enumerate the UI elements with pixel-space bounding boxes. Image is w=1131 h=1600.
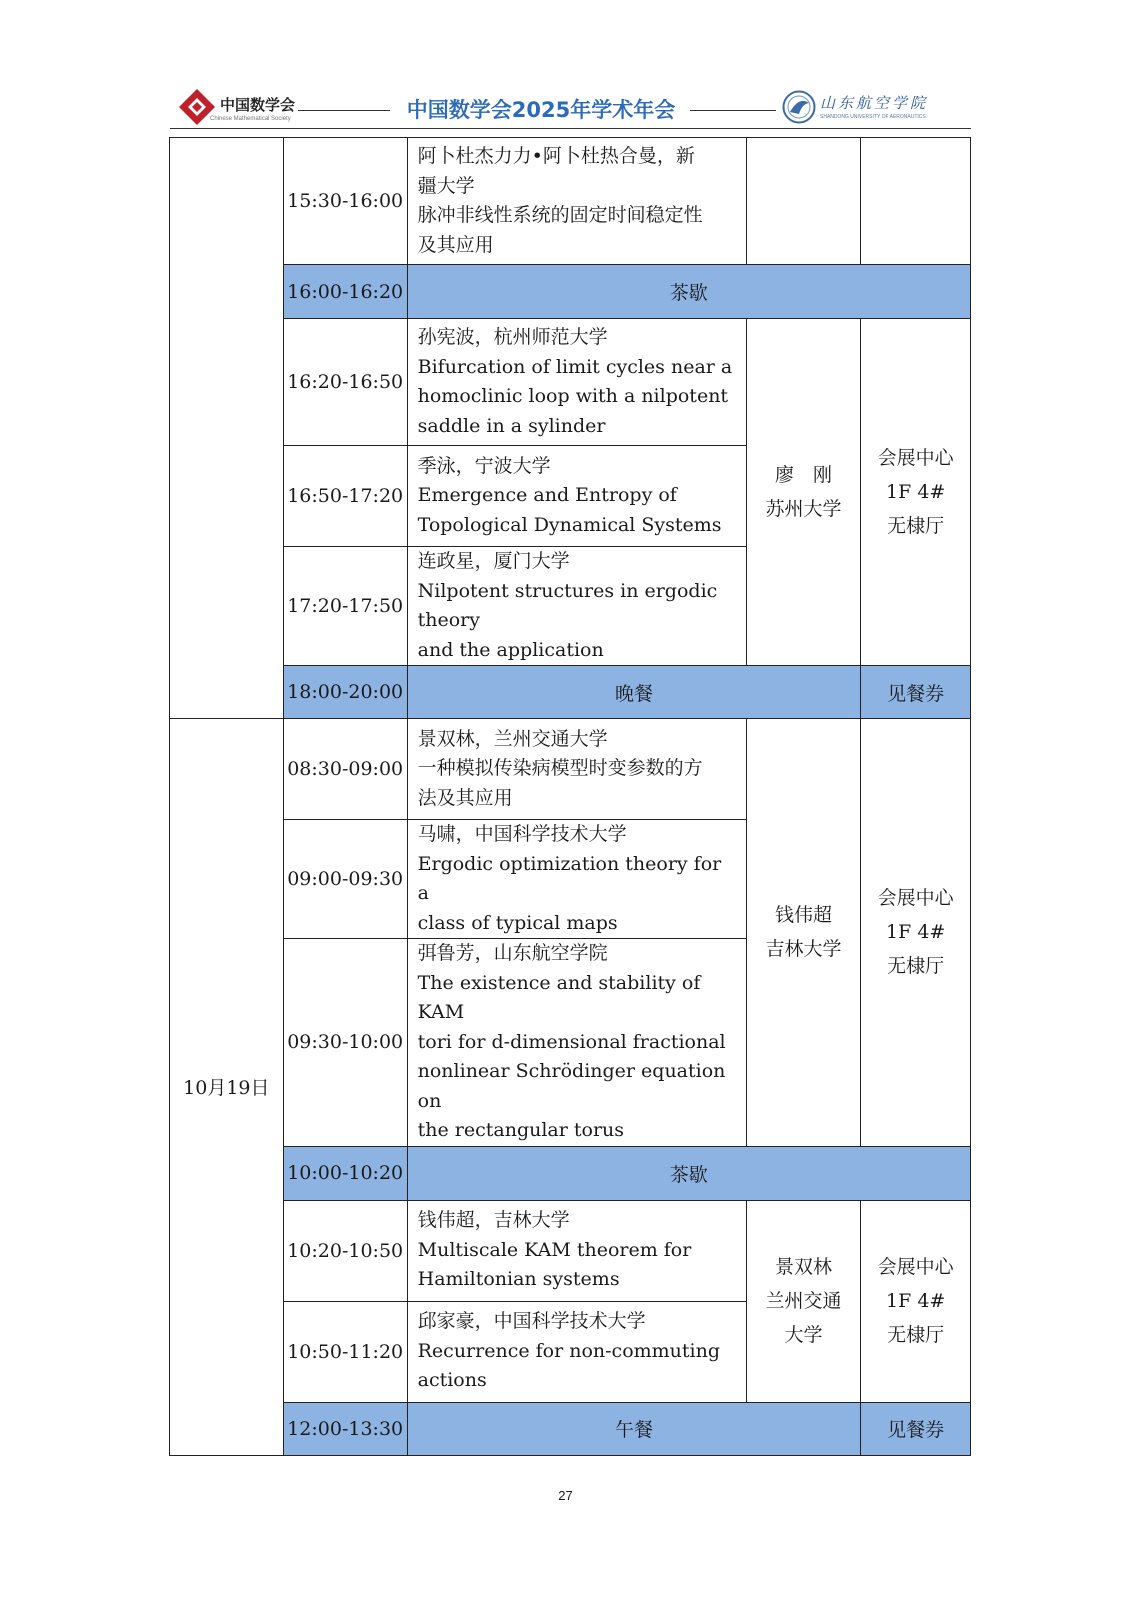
room-line: 1F 4# bbox=[886, 921, 946, 944]
time-cell: 15:30-16:00 bbox=[283, 138, 407, 265]
time-cell: 10:50-11:20 bbox=[283, 1301, 407, 1402]
schedule-row bbox=[170, 719, 971, 820]
talk-line: 邱家豪，中国科学技术大学 bbox=[417, 1310, 646, 1333]
header-divider-left bbox=[298, 110, 390, 111]
time-cell: 16:50-17:20 bbox=[283, 446, 407, 547]
talk-cell bbox=[407, 1301, 746, 1402]
talk-line: 钱伟超，吉林大学 bbox=[417, 1209, 570, 1232]
chair-cell bbox=[746, 319, 861, 666]
chair-cell bbox=[746, 1200, 861, 1402]
talk-line: 景双林，兰州交通大学 bbox=[417, 727, 608, 750]
time-cell: 12:00-13:30 bbox=[283, 1402, 407, 1455]
chair-affiliation: 兰州交通 bbox=[765, 1290, 842, 1312]
talk-line: the rectangular torus bbox=[417, 1119, 625, 1141]
talk-line: Hamiltonian systems bbox=[417, 1268, 620, 1291]
room-line: 会展中心 bbox=[877, 887, 954, 910]
talk-line: 疆大学 bbox=[417, 174, 475, 197]
talk-line: Nilpotent structures in ergodic theory bbox=[417, 579, 718, 631]
chair-name: 廖 刚 bbox=[775, 464, 833, 486]
time-cell: 10:00-10:20 bbox=[283, 1146, 407, 1200]
room-line: 1F 4# bbox=[886, 481, 946, 503]
talk-line: Multiscale KAM theorem for bbox=[417, 1238, 692, 1261]
meal-voucher-note: 见餐券 bbox=[861, 1402, 971, 1455]
talk-line: Emergence and Entropy of bbox=[417, 484, 677, 507]
talk-line: class of typical maps bbox=[417, 911, 618, 934]
chair-affiliation: 吉林大学 bbox=[765, 938, 842, 961]
room-cell bbox=[861, 719, 971, 1147]
talk-line: 季泳，宁波大学 bbox=[417, 454, 551, 477]
talk-line: Topological Dynamical Systems bbox=[417, 513, 722, 536]
page-number: 27 bbox=[558, 1488, 573, 1503]
chair-cell bbox=[746, 138, 861, 265]
time-cell: 17:20-17:50 bbox=[283, 547, 407, 666]
header-divider-right bbox=[690, 110, 776, 111]
break-label: 茶歇 bbox=[407, 265, 970, 319]
chair-affiliation: 苏州大学 bbox=[765, 498, 842, 520]
break-row bbox=[170, 265, 971, 319]
header-rule bbox=[170, 128, 971, 129]
talk-line: 阿卜杜杰力力•阿卜杜热合曼，新 bbox=[417, 145, 695, 167]
time-cell: 08:30-09:00 bbox=[283, 719, 407, 820]
talk-line: 弭鲁芳，山东航空学院 bbox=[417, 942, 608, 964]
talk-line: 脉冲非线性系统的固定时间稳定性 bbox=[417, 204, 703, 226]
break-label: 晚餐 bbox=[407, 666, 861, 719]
talk-line: actions bbox=[417, 1369, 487, 1392]
sdau-logo-icon bbox=[782, 90, 816, 124]
break-row bbox=[170, 666, 971, 719]
talk-line: Ergodic optimization theory for a bbox=[417, 852, 722, 904]
talk-line: tori for d-dimensional fractional bbox=[417, 1030, 726, 1053]
page-header bbox=[170, 82, 970, 132]
talk-cell bbox=[407, 939, 746, 1147]
talk-line: Bifurcation of limit cycles near a bbox=[417, 355, 733, 378]
sdau-logo-name: 山东航空学院 bbox=[820, 94, 929, 112]
time-cell: 16:00-16:20 bbox=[283, 265, 407, 319]
room-line: 无棣厅 bbox=[887, 515, 945, 537]
schedule-row bbox=[170, 319, 971, 446]
talk-line: 法及其应用 bbox=[417, 786, 513, 809]
talk-line: 马啸，中国科学技术大学 bbox=[417, 823, 627, 845]
break-row bbox=[170, 1146, 971, 1200]
talk-cell bbox=[407, 820, 746, 939]
room-cell bbox=[861, 319, 971, 666]
talk-cell bbox=[407, 1200, 746, 1301]
cms-logo-subtitle: Chinese Mathematical Society bbox=[210, 116, 291, 122]
schedule-row bbox=[170, 1200, 971, 1301]
meal-voucher-note: 见餐券 bbox=[861, 666, 971, 719]
talk-cell bbox=[407, 446, 746, 547]
room-cell bbox=[861, 138, 971, 265]
break-label: 茶歇 bbox=[407, 1146, 970, 1200]
room-line: 会展中心 bbox=[877, 447, 954, 469]
sdau-logo-subtitle: SHANDONG UNIVERSITY OF AERONAUTICS bbox=[820, 114, 926, 120]
break-row bbox=[170, 1402, 971, 1455]
talk-cell bbox=[407, 547, 746, 666]
chair-cell bbox=[746, 719, 861, 1147]
talk-line: 及其应用 bbox=[417, 233, 494, 256]
chair-name: 钱伟超 bbox=[775, 904, 833, 927]
break-label: 午餐 bbox=[407, 1402, 861, 1455]
room-line: 1F 4# bbox=[886, 1290, 946, 1312]
room-line: 无棣厅 bbox=[887, 955, 945, 978]
room-line: 会展中心 bbox=[877, 1256, 954, 1278]
room-cell bbox=[861, 1200, 971, 1402]
talk-line: nonlinear Schrödinger equation on bbox=[417, 1060, 726, 1112]
time-cell: 18:00-20:00 bbox=[283, 666, 407, 719]
chair-affiliation: 大学 bbox=[784, 1324, 823, 1346]
talk-cell bbox=[407, 319, 746, 446]
time-cell: 16:20-16:50 bbox=[283, 319, 407, 446]
time-cell: 09:30-10:00 bbox=[283, 939, 407, 1147]
talk-line: saddle in a sylinder bbox=[417, 414, 606, 437]
talk-line: homoclinic loop with a nilpotent bbox=[417, 385, 729, 407]
schedule-table bbox=[169, 137, 971, 1456]
cms-logo-name: 中国数学会 bbox=[220, 96, 296, 114]
date-cell: 10月19日 bbox=[170, 719, 284, 1456]
time-cell: 09:00-09:30 bbox=[283, 820, 407, 939]
talk-cell bbox=[407, 719, 746, 820]
talk-line: 连政星，厦门大学 bbox=[417, 550, 570, 572]
talk-line: 孙宪波，杭州师范大学 bbox=[417, 326, 608, 348]
chair-name: 景双林 bbox=[775, 1256, 833, 1278]
time-cell: 10:20-10:50 bbox=[283, 1200, 407, 1301]
talk-line: 一种模拟传染病模型时变参数的方 bbox=[417, 757, 703, 780]
talk-line: The existence and stability of KAM bbox=[417, 971, 701, 1023]
date-cell-continued bbox=[170, 138, 284, 719]
room-line: 无棣厅 bbox=[887, 1324, 945, 1346]
talk-line: and the application bbox=[417, 638, 604, 661]
talk-line: Recurrence for non-commuting bbox=[417, 1339, 721, 1362]
talk-cell bbox=[407, 138, 746, 265]
schedule-row bbox=[170, 138, 971, 265]
header-title: 中国数学会2025年学术年会 bbox=[406, 98, 676, 122]
